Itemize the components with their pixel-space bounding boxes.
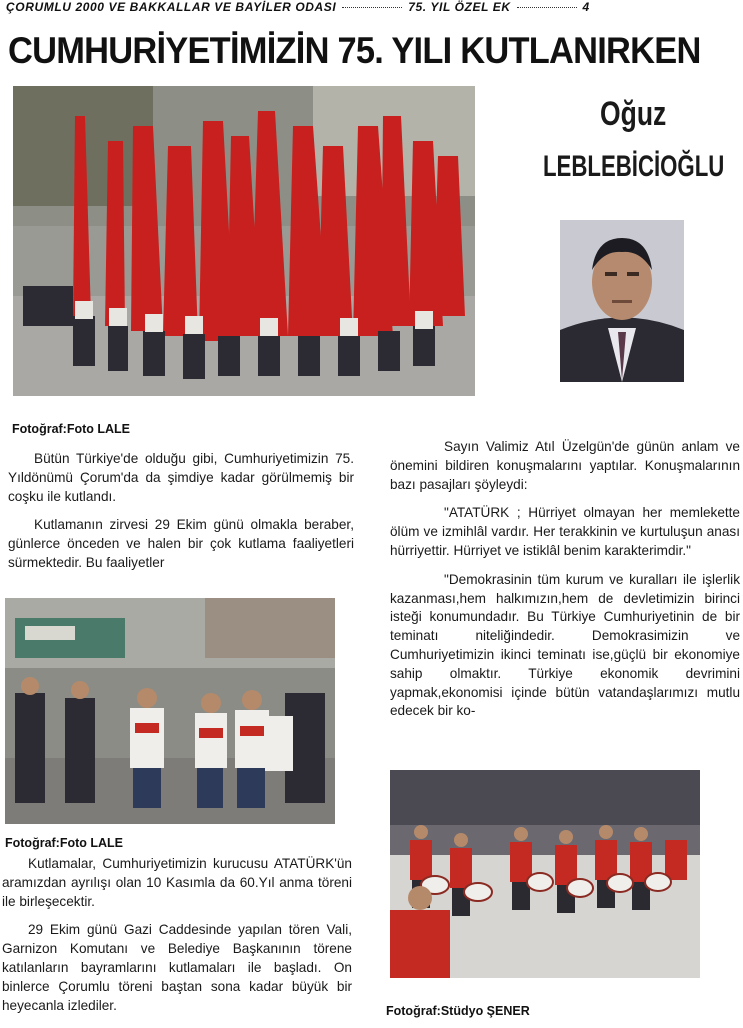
quote-paragraph: "ATATÜRK ; Hürriyet olmayan her memlekette ölüm ve izmihlâl vardır. Her terakkinin ve kurtuluşun anası hürriyettir. Hürriyet ve istiklâl benim karakterimdir." xyxy=(390,505,740,558)
author-portrait-art xyxy=(560,220,684,382)
photo-caption: Fotoğraf:Foto LALE xyxy=(5,836,124,850)
body-paragraph: 29 Ekim günü Gazi Caddesinde yapılan tören Vali, Garnizon Komutanı ve Belediye Başkanının törene katılanların bayramlarını kutlamaları ile başladı. On binlerce Çorumlu töreni baştan sona kadar büyük bir heyecanla izlediler. xyxy=(2,922,352,1013)
parade-photo-flags-art xyxy=(13,86,475,396)
headline: CUMHURİYETİMİZİN 75. YILI KUTLANIRKEN xyxy=(8,30,701,71)
publication-name: ÇORUMLU 2000 VE BAKKALLAR VE BAYİLER ODASI xyxy=(6,0,337,14)
parade-photo-flags xyxy=(13,86,475,396)
page-number: 4 xyxy=(582,0,590,14)
author-last-name: LEBLEBİCİOĞLU xyxy=(543,150,725,183)
body-paragraph: Kutlamanın zirvesi 29 Ekim günü olmakla beraber, günlerce önceden ve halen bir çok kutlama faaliyetleri sürmektedir. Bu faaliyetler xyxy=(8,517,354,570)
author-first-name: Oğuz xyxy=(600,95,667,133)
body-paragraph: Sayın Valimiz Atıl Üzelgün'de günün anlam ve önemini bildiren konuşmalarını yaptılar. Konuşmalarının bazı pasajları şöyleydi: xyxy=(390,439,740,492)
parade-photo-marchers-art xyxy=(5,598,335,824)
photo-caption: Fotoğraf:Foto LALE xyxy=(12,422,131,436)
body-paragraph: Kutlamalar, Cumhuriyetimizin kurucusu ATATÜRK'ün aramızdan ayrılışı olan 10 Kasımla da 60.Yıl anma töreni ile birleşecektir. xyxy=(2,856,352,909)
leader-dots xyxy=(517,7,577,8)
body-paragraph: Bütün Türkiye'de olduğu gibi, Cumhuriyetimizin 75. Yıldönümü Çorum'da da şimdiye kadar görülmemiş bir coşku ile kutlandı. xyxy=(8,451,354,504)
photo-caption: Fotoğraf:Stüdyo ŞENER xyxy=(386,1004,530,1018)
running-head xyxy=(6,0,696,18)
parade-photo-drum-band xyxy=(390,770,700,978)
leader-dots xyxy=(342,7,402,8)
right-column xyxy=(390,438,740,721)
quote-paragraph: "Demokrasinin tüm kurum ve kuralları ile işlerlik kazanması,hem halkımızın,hem de devletimizin birinci isteği konumundadır. Bu Türkiye Cumhuriyetinin de bir teminatı niteliğindedir. Demokrasimizin ve Cumhuriyetimizin ikinci teminatı ise,güçlü bir ekonomiye sahip olmaktır. Türkiye ekonomik devrimini yapmak,ekonomisi içinde bütün vatandaşlarımızı mutlu edecek bir ko- xyxy=(390,571,740,719)
left-column-upper xyxy=(8,450,354,573)
parade-photo-drum-band-art xyxy=(390,770,700,978)
parade-photo-marchers xyxy=(5,598,335,824)
author-portrait xyxy=(560,220,684,382)
edition-label: 75. YIL ÖZEL EK xyxy=(408,0,511,14)
left-column-lower xyxy=(2,855,352,1015)
